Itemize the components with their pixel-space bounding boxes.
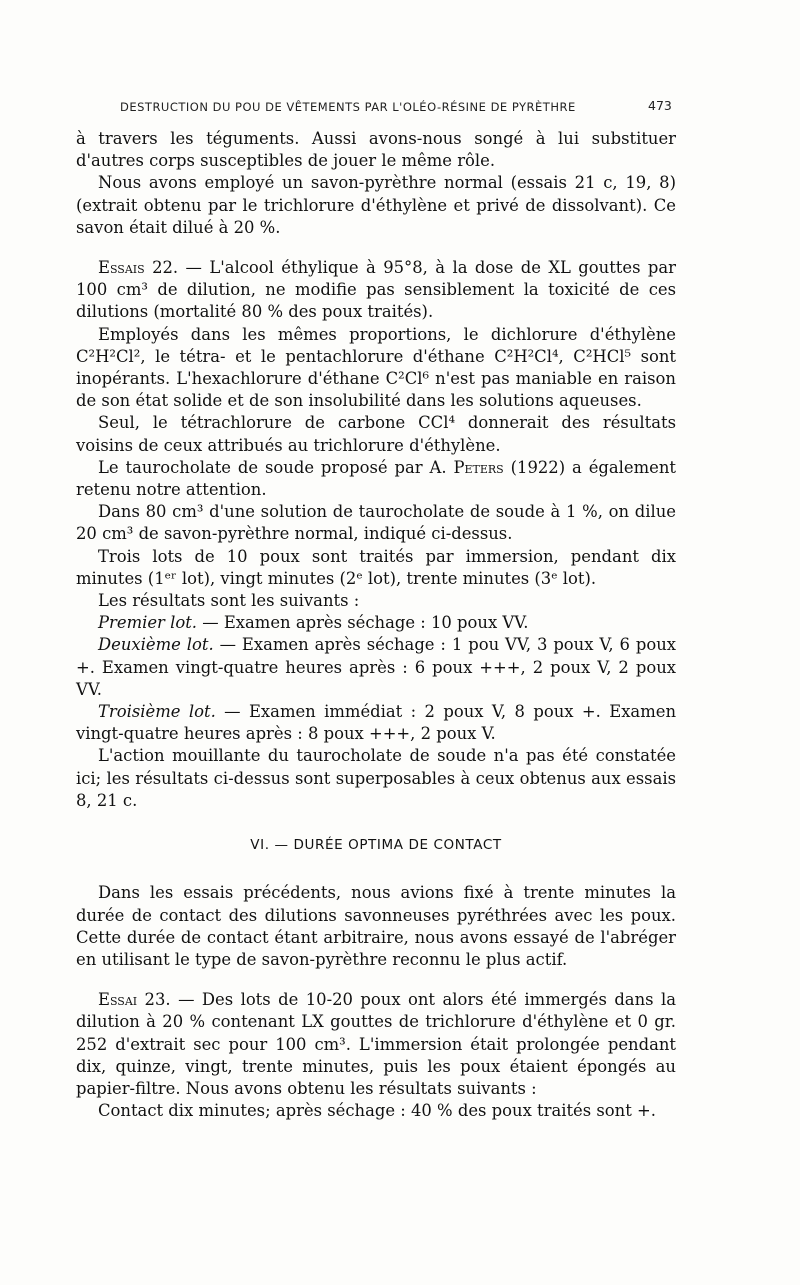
paragraph-essais-22: [76, 257, 676, 324]
running-title: DESTRUCTION DU POU DE VÊTEMENTS PAR L'OLÉO-RÉSINE DE PYRÈTHRE: [120, 100, 576, 114]
paragraph-text: — L'alcool éthylique à 95°8, à la dose de XL gouttes par 100 cm³ de dilution, ne modifie pas sensiblement la toxicité de ces dilutions (mortalité 80 % des poux traités).: [76, 258, 676, 322]
lot-result: [76, 634, 676, 701]
paragraph: Dans les essais précédents, nous avions fixé à trente minutes la durée de contact des dilutions savonneuses pyréthrées avec les poux. Cette durée de contact étant arbitraire, nous avons essayé de l'abréger en utilisant le type de savon-pyrèthre reconnu le plus actif.: [76, 883, 676, 969]
paragraph-essai-23: [76, 989, 676, 1100]
paragraph: Dans 80 cm³ d'une solution de taurocholate de soude à 1 %, on dilue 20 cm³ de savon-pyrèthre normal, indiqué ci-dessus.: [76, 502, 676, 544]
paragraph: Les résultats sont les suivants :: [98, 591, 360, 611]
essay-label: Essai 23.: [98, 990, 171, 1010]
lot-label: Troisième lot.: [98, 702, 216, 722]
paragraph: Trois lots de 10 poux sont traités par immersion, pendant dix minutes (1ᵉʳ lot), vingt minutes (2ᵉ lot), trente minutes (3ᵉ lot).: [76, 546, 676, 588]
lot-result: [76, 612, 676, 634]
paragraph: Contact dix minutes; après séchage : 40 % des poux traités sont +.: [98, 1101, 656, 1121]
body-text: [76, 128, 676, 1122]
paragraph-text: Le taurocholate de soude proposé par A.: [98, 457, 454, 477]
lot-label: Deuxième lot.: [98, 635, 214, 655]
paragraph-text: — Des lots de 10-20 poux ont alors été immergés dans la dilution à 20 % contenant LX gouttes de trichlorure d'éthylène et 0 gr. 252 d'extrait sec pour 100 cm³. L'immersion était prolongée pendant dix, quinze, vingt, trente minutes, puis les poux étaient épongés au papier-filtre. Nous avons obtenu les résultats suivants :: [76, 990, 676, 1098]
author-name: Peters: [453, 457, 504, 477]
paragraph: [76, 457, 676, 501]
paragraph: Seul, le tétrachlorure de carbone CCl⁴ donnerait des résultats voisins de ceux attribués au trichlorure d'éthylène.: [76, 413, 676, 455]
lot-label: Premier lot.: [98, 613, 198, 633]
paragraph-text: (1922) a également retenu notre attention.: [76, 457, 676, 500]
paragraph: à travers les téguments. Aussi avons-nous songé à lui substituer d'autres corps susceptibles de jouer le même rôle.: [76, 129, 676, 171]
lot-text: — Examen après séchage : 1 pou VV, 3 poux V, 6 poux +. Examen vingt-quatre heures après : 6 poux +++, 2 poux V, 2 poux VV.: [76, 635, 676, 699]
lot-text: — Examen après séchage : 10 poux VV.: [197, 613, 529, 633]
section-heading: VI. — DURÉE OPTIMA DE CONTACT: [250, 837, 502, 854]
paragraph: Nous avons employé un savon-pyrèthre normal (essais 21 c, 19, 8) (extrait obtenu par le trichlorure d'éthylène et privé de dissolvant). Ce savon était dilué à 20 %.: [76, 173, 676, 237]
paragraph: Employés dans les mêmes proportions, le dichlorure d'éthylène C²H²Cl², le tétra- et le pentachlorure d'éthane C²H²Cl⁴, C²HCl⁵ sont inopérants. L'hexachlorure d'éthane C²Cl⁶ n'est pas maniable en raison de son état solide et de son insolubilité dans les solutions aqueuses.: [76, 324, 676, 411]
paragraph: L'action mouillante du taurocholate de soude n'a pas été constatée ici; les résultats ci-dessus sont superposables à ceux obtenus aux essais 8, 21 c.: [76, 746, 676, 810]
essay-label: Essais 22.: [98, 258, 179, 278]
lot-text: — Examen immédiat : 2 poux V, 8 poux +. Examen vingt-quatre heures après : 8 poux +++, 2 poux V.: [76, 702, 677, 744]
lot-result: [76, 701, 676, 745]
page-number: 473: [648, 98, 672, 113]
